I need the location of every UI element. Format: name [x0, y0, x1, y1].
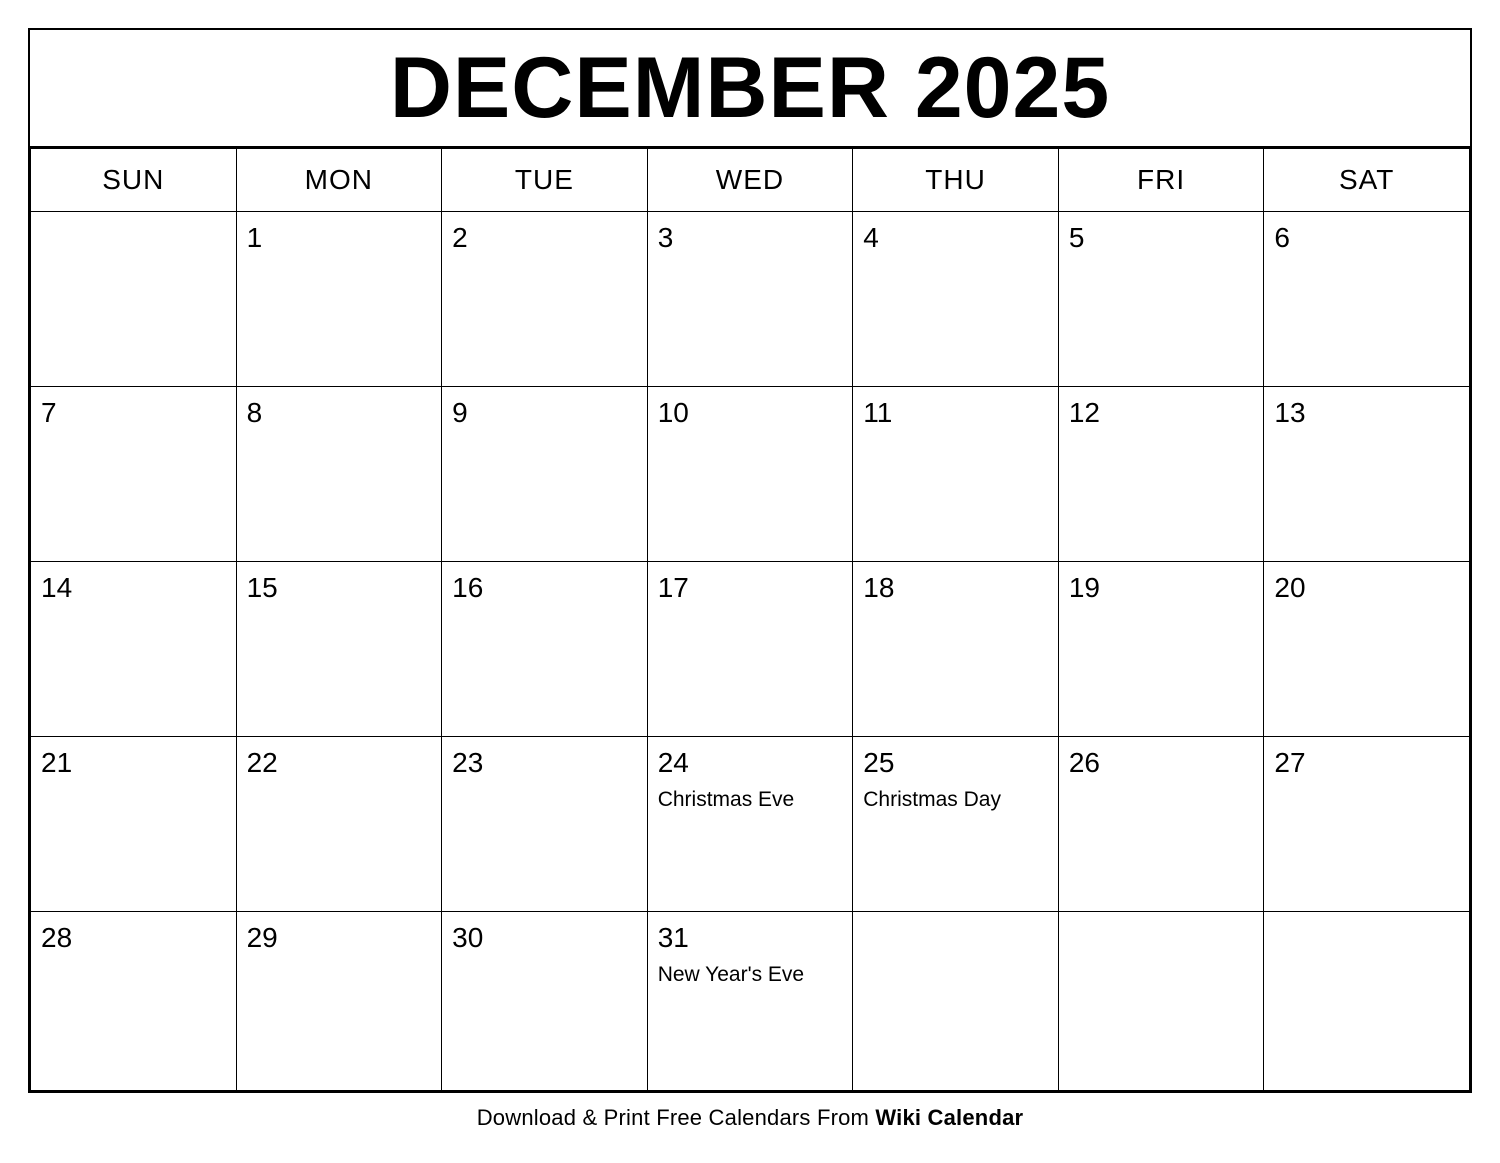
day-number: 23	[452, 747, 484, 778]
day-event	[31, 224, 236, 234]
day-number: 9	[452, 397, 468, 428]
calendar-day-cell[interactable]	[853, 387, 1059, 562]
calendar-week-row	[31, 212, 1470, 387]
day-number: 2	[452, 222, 468, 253]
calendar-day-cell[interactable]	[1058, 737, 1264, 912]
day-number: 3	[657, 222, 674, 253]
calendar-week-row	[31, 562, 1470, 737]
calendar-day-cell[interactable]	[31, 562, 237, 737]
footer-text: Download & Print Free Calendars From	[476, 1105, 876, 1130]
calendar-day-cell[interactable]	[442, 212, 648, 387]
day-event	[31, 602, 236, 612]
day-event	[1264, 924, 1469, 934]
footer	[28, 1093, 1472, 1131]
footer-brand-link[interactable]: Wiki Calendar	[875, 1105, 1024, 1130]
day-event	[853, 252, 1058, 262]
day-number: 30	[452, 922, 484, 953]
day-number: 22	[246, 747, 278, 778]
calendar-day-cell[interactable]	[236, 562, 442, 737]
calendar-day-cell[interactable]	[1058, 387, 1264, 562]
weekday-header-fri: FRI	[1058, 149, 1264, 212]
calendar-day-cell[interactable]	[853, 212, 1059, 387]
weekday-header-sun: SUN	[31, 149, 237, 212]
calendar-title-row	[30, 30, 1470, 148]
day-number: 31	[657, 922, 689, 953]
calendar-day-cell[interactable]	[1058, 212, 1264, 387]
day-event	[1264, 777, 1469, 787]
day-event	[648, 427, 853, 437]
weekday-header-sat: SAT	[1264, 149, 1470, 212]
day-event	[237, 252, 442, 262]
day-number	[1059, 912, 1264, 924]
calendar-day-cell[interactable]	[442, 562, 648, 737]
day-event: Christmas Day	[863, 788, 1001, 811]
day-number: 28	[41, 922, 73, 953]
day-event	[237, 602, 442, 612]
day-event	[1059, 427, 1264, 437]
day-number: 12	[1068, 397, 1100, 428]
calendar-day-cell[interactable]	[647, 562, 853, 737]
day-event	[1059, 252, 1264, 262]
day-number: 15	[246, 572, 278, 603]
calendar-day-cell[interactable]	[236, 212, 442, 387]
day-event	[442, 777, 647, 787]
day-event	[1264, 252, 1469, 262]
day-event	[1059, 777, 1264, 787]
calendar-day-cell[interactable]	[1058, 912, 1264, 1091]
day-event	[853, 602, 1058, 612]
calendar-day-cell[interactable]	[442, 387, 648, 562]
calendar-day-cell[interactable]	[236, 737, 442, 912]
day-event	[237, 427, 442, 437]
day-event	[442, 252, 647, 262]
day-number: 7	[41, 397, 57, 428]
day-event	[237, 952, 442, 962]
calendar-day-cell[interactable]	[31, 212, 237, 387]
day-number	[31, 212, 236, 224]
day-event	[853, 924, 1058, 934]
day-number: 26	[1068, 747, 1100, 778]
day-number: 29	[246, 922, 278, 953]
day-event	[442, 427, 647, 437]
day-number: 18	[863, 572, 895, 603]
calendar-container	[28, 28, 1472, 1093]
day-number: 14	[41, 572, 73, 603]
day-number: 19	[1068, 572, 1100, 603]
calendar-day-cell[interactable]	[236, 387, 442, 562]
day-number: 20	[1274, 572, 1306, 603]
calendar-day-cell[interactable]	[1264, 387, 1470, 562]
day-event	[31, 777, 236, 787]
weekday-header-mon: MON	[236, 149, 442, 212]
calendar-day-cell[interactable]	[442, 912, 648, 1091]
weekday-header-row	[31, 149, 1470, 212]
day-number: 17	[657, 572, 689, 603]
calendar-day-cell[interactable]	[647, 912, 853, 1091]
calendar-week-row	[31, 737, 1470, 912]
day-number: 10	[657, 397, 689, 428]
day-number: 5	[1068, 222, 1085, 253]
day-event	[648, 602, 853, 612]
day-number: 1	[246, 222, 263, 253]
day-event	[1059, 924, 1264, 934]
calendar-day-cell[interactable]	[1264, 912, 1470, 1091]
day-number: 8	[246, 397, 263, 428]
day-number: 6	[1274, 222, 1290, 253]
day-number	[1264, 912, 1469, 924]
calendar-week-row	[31, 387, 1470, 562]
calendar-day-cell[interactable]	[647, 387, 853, 562]
calendar-day-cell[interactable]	[853, 562, 1059, 737]
day-number: 16	[452, 572, 484, 603]
calendar-day-cell[interactable]	[31, 737, 237, 912]
day-event	[442, 602, 647, 612]
day-event	[31, 427, 236, 437]
calendar-day-cell[interactable]	[1264, 737, 1470, 912]
day-event	[442, 952, 647, 962]
day-number: 27	[1274, 747, 1306, 778]
calendar-day-cell[interactable]	[236, 912, 442, 1091]
day-event	[1264, 602, 1469, 612]
calendar-day-cell[interactable]	[853, 912, 1059, 1091]
day-number: 21	[41, 747, 73, 778]
calendar-day-cell[interactable]	[31, 387, 237, 562]
day-number: 24	[657, 747, 689, 778]
day-number: 25	[863, 747, 895, 778]
day-event	[237, 777, 442, 787]
calendar-day-cell[interactable]	[647, 212, 853, 387]
day-event: New Year's Eve	[657, 963, 805, 986]
day-number	[853, 912, 1058, 924]
calendar-day-cell[interactable]	[647, 737, 853, 912]
calendar-day-cell[interactable]	[1264, 562, 1470, 737]
calendar-day-cell[interactable]	[31, 912, 237, 1091]
day-number: 11	[863, 397, 893, 428]
weekday-header-wed: WED	[647, 149, 853, 212]
day-number: 13	[1274, 397, 1306, 428]
calendar-day-cell[interactable]	[1058, 562, 1264, 737]
day-number: 4	[863, 222, 879, 253]
day-event	[648, 252, 853, 262]
weekday-header-thu: THU	[853, 149, 1059, 212]
day-event	[1264, 427, 1469, 437]
calendar-day-cell[interactable]	[1264, 212, 1470, 387]
day-event	[1059, 602, 1264, 612]
calendar-day-cell[interactable]	[853, 737, 1059, 912]
page-title: DECEMBER 2025	[389, 40, 1111, 136]
calendar-day-cell[interactable]	[442, 737, 648, 912]
weekday-header-tue: TUE	[442, 149, 648, 212]
calendar-grid	[30, 148, 1470, 1091]
day-event	[853, 427, 1058, 437]
day-event	[31, 952, 236, 962]
calendar-week-row	[31, 912, 1470, 1091]
day-event: Christmas Eve	[657, 788, 795, 811]
